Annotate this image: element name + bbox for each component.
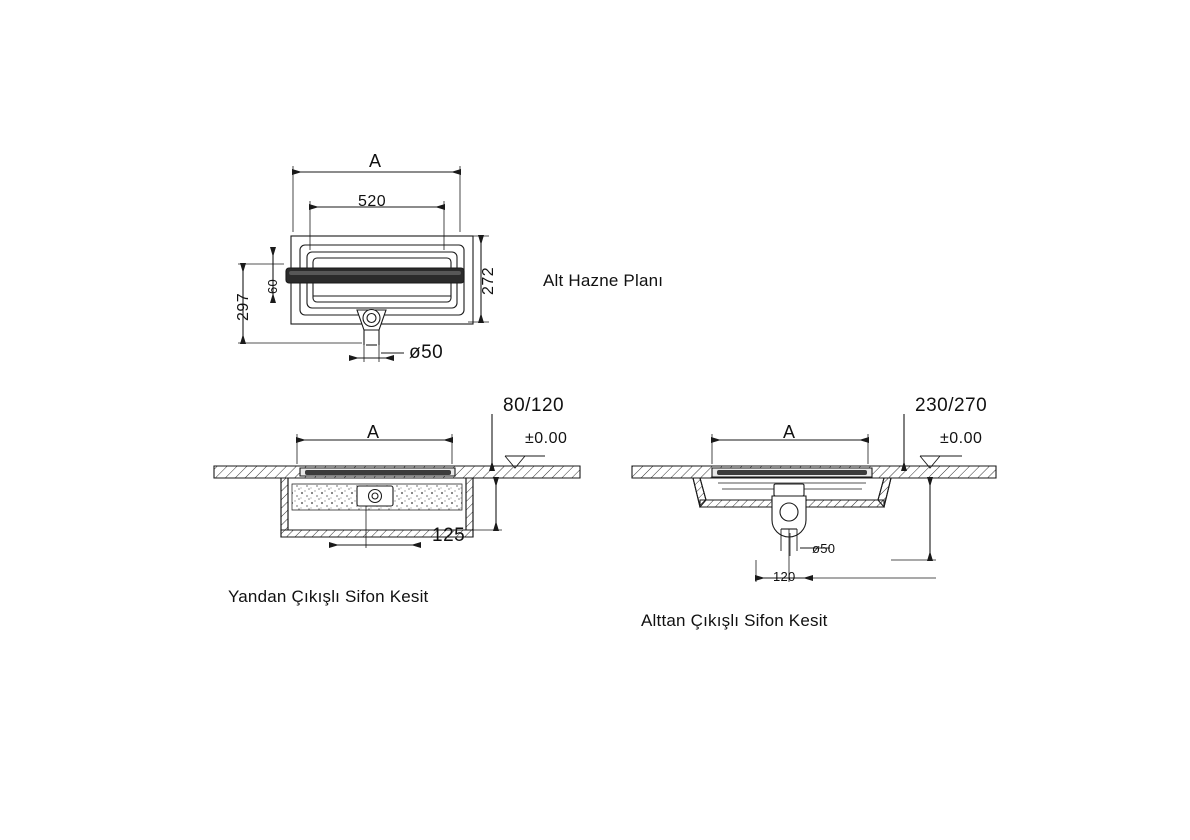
side-outlet-section-caption: Yandan Çıkışlı Sifon Kesit [228, 587, 429, 606]
side-outlet-dim-offset-125: 125 [432, 525, 466, 546]
plan-dim-width-520: 520 [358, 193, 387, 210]
side-outlet-level-marker: ±0.00 [525, 430, 568, 447]
bottom-outlet-dim-letter-a: A [783, 422, 796, 442]
side-outlet-dim-letter-a: A [367, 422, 380, 442]
plan-dim-letter-a: A [369, 151, 382, 171]
plan-dim-height-272: 272 [480, 266, 497, 295]
plan-dim-height-60: 60 [265, 278, 280, 294]
bottom-outlet-section-caption: Alttan Çıkışlı Sifon Kesit [641, 611, 828, 630]
side-outlet-dim-depth-range: 80/120 [503, 395, 565, 416]
bottom-outlet-dim-outlet-diameter: ø50 [812, 541, 836, 556]
plan-view-caption: Alt Hazne Planı [543, 271, 664, 290]
plan-dim-height-297: 297 [235, 292, 252, 321]
bottom-outlet-dim-offset-120: 120 [773, 569, 796, 584]
bottom-outlet-dim-depth-range: 230/270 [915, 395, 988, 416]
plan-dim-outlet-diameter: ø50 [409, 342, 444, 363]
bottom-outlet-level-marker: ±0.00 [940, 430, 983, 447]
